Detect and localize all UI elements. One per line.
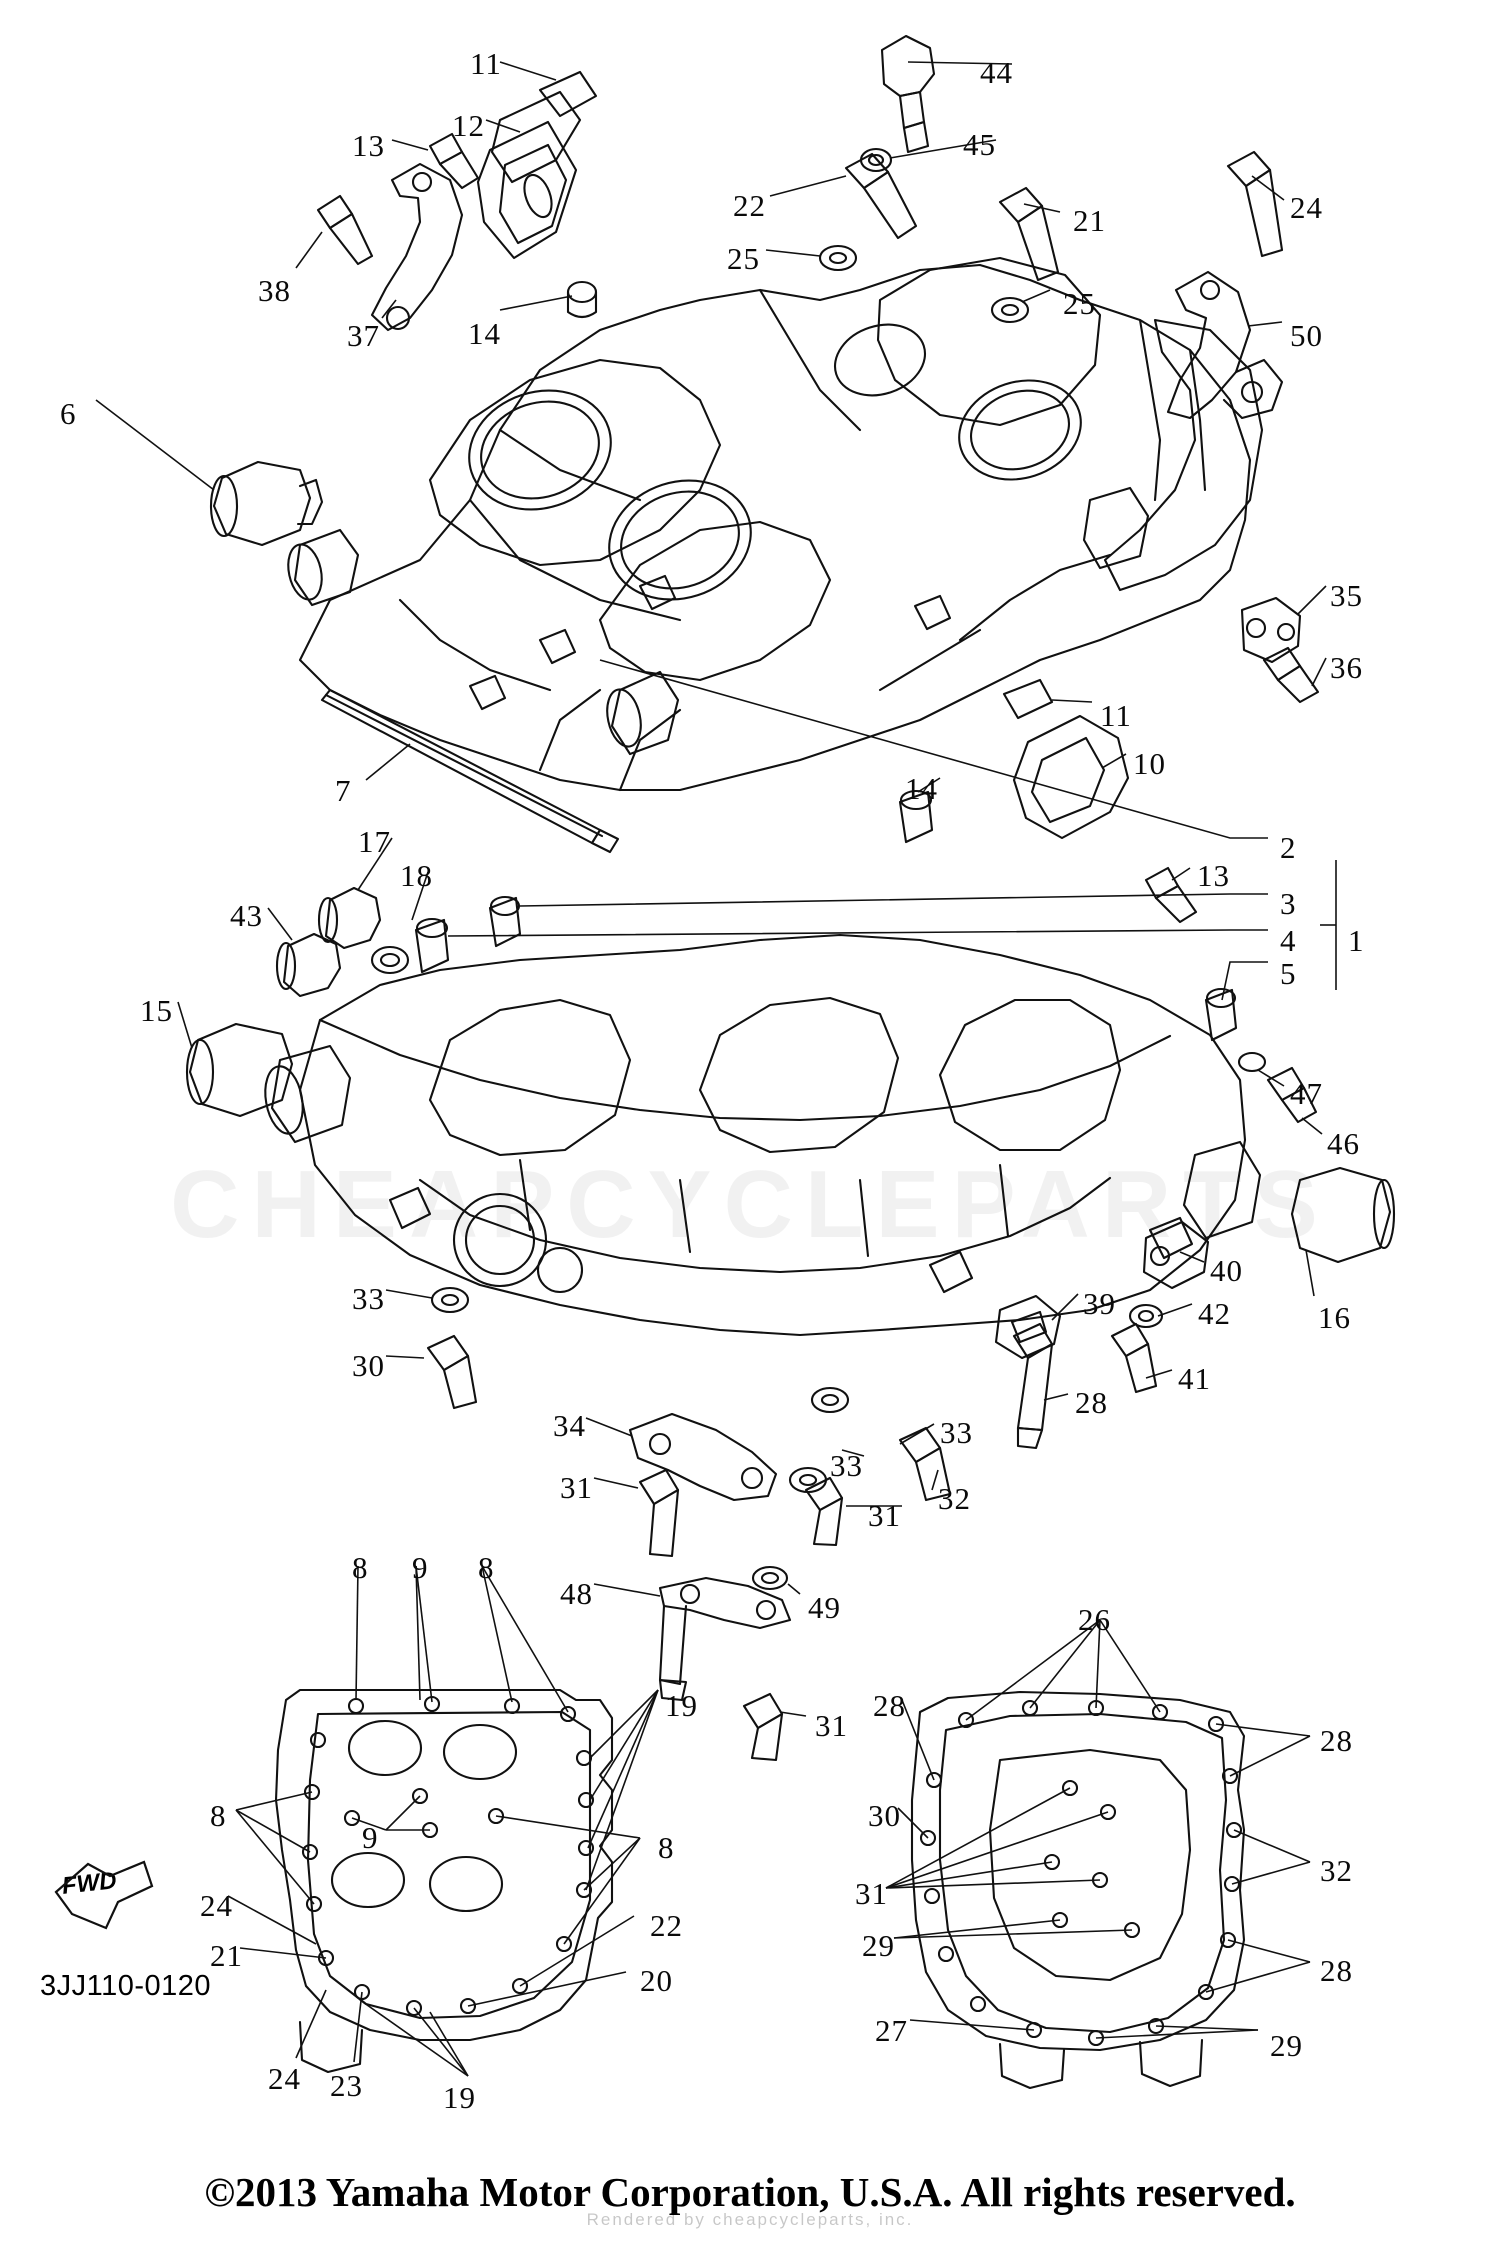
part-callout-4[interactable]: 4 [1280, 923, 1297, 958]
part-callout-2[interactable]: 2 [1280, 830, 1297, 865]
part-callout-30[interactable]: 30 [352, 1348, 385, 1383]
part-callout-37[interactable]: 37 [347, 318, 380, 353]
part-callout-25[interactable]: 25 [727, 241, 760, 276]
part-callout-39[interactable]: 39 [1083, 1286, 1116, 1321]
part-callout-22[interactable]: 22 [650, 1908, 683, 1943]
part-callout-28[interactable]: 28 [1075, 1385, 1108, 1420]
watermark-sub: Rendered by cheapcycleparts, inc. [586, 2210, 914, 2229]
part-callout-24[interactable]: 24 [1290, 190, 1323, 225]
part-callout-36[interactable]: 36 [1330, 650, 1363, 685]
part-callout-23[interactable]: 23 [330, 2068, 363, 2103]
part-callout-13[interactable]: 13 [1197, 858, 1230, 893]
part-callout-44[interactable]: 44 [980, 55, 1013, 90]
part-callout-30[interactable]: 30 [868, 1798, 901, 1833]
part-callout-11[interactable]: 11 [1100, 698, 1132, 733]
part-callout-28[interactable]: 28 [873, 1688, 906, 1723]
part-callout-12[interactable]: 12 [452, 108, 485, 143]
part-callout-41[interactable]: 41 [1178, 1361, 1211, 1396]
part-callout-27[interactable]: 27 [875, 2013, 908, 2048]
part-callout-19[interactable]: 19 [665, 1688, 698, 1723]
part-callout-14[interactable]: 14 [468, 316, 501, 351]
part-callout-48[interactable]: 48 [560, 1576, 593, 1611]
part-callout-26[interactable]: 26 [1078, 1602, 1111, 1637]
part-callout-50[interactable]: 50 [1290, 318, 1323, 353]
part-callout-3[interactable]: 3 [1280, 886, 1297, 921]
part-callout-31[interactable]: 31 [855, 1876, 888, 1911]
part-callout-28[interactable]: 28 [1320, 1953, 1353, 1988]
part-callout-31[interactable]: 31 [868, 1498, 901, 1533]
part-callout-34[interactable]: 34 [553, 1408, 586, 1443]
part-callout-24[interactable]: 24 [200, 1888, 233, 1923]
part-callout-40[interactable]: 40 [1210, 1253, 1243, 1288]
part-callout-28[interactable]: 28 [1320, 1723, 1353, 1758]
part-callout-18[interactable]: 18 [400, 858, 433, 893]
part-callout-20[interactable]: 20 [640, 1963, 673, 1998]
part-callout-17[interactable]: 17 [358, 824, 391, 859]
part-callout-8[interactable]: 8 [658, 1830, 675, 1865]
part-callout-21[interactable]: 21 [1073, 203, 1106, 238]
part-callout-14[interactable]: 14 [905, 771, 938, 806]
watermark-main: CHEAPCYCLEPARTS [170, 1151, 1330, 1258]
part-callout-16[interactable]: 16 [1318, 1300, 1351, 1335]
part-callout-8[interactable]: 8 [478, 1550, 495, 1585]
part-callout-25[interactable]: 25 [1063, 286, 1096, 321]
copyright-notice: ©2013 Yamaha Motor Corporation, U.S.A. All rights reserved. [204, 2169, 1296, 2215]
part-callout-9[interactable]: 9 [412, 1550, 429, 1585]
part-callout-22[interactable]: 22 [733, 188, 766, 223]
forward-arrow-icon [48, 1852, 158, 1942]
part-callout-21[interactable]: 21 [210, 1938, 243, 1973]
part-callout-29[interactable]: 29 [862, 1928, 895, 1963]
forward-direction-label: FWD [60, 1867, 118, 1900]
part-callout-8[interactable]: 8 [352, 1550, 369, 1585]
part-callout-1[interactable]: 1 [1348, 923, 1365, 958]
part-callout-32[interactable]: 32 [1320, 1853, 1353, 1888]
part-callout-24[interactable]: 24 [268, 2061, 301, 2096]
part-callout-11[interactable]: 11 [470, 46, 502, 81]
part-callout-33[interactable]: 33 [940, 1415, 973, 1450]
part-callout-7[interactable]: 7 [335, 773, 352, 808]
part-callout-10[interactable]: 10 [1133, 746, 1166, 781]
part-callout-45[interactable]: 45 [963, 127, 996, 162]
part-callout-6[interactable]: 6 [60, 396, 77, 431]
part-callout-33[interactable]: 33 [830, 1448, 863, 1483]
part-callout-19[interactable]: 19 [443, 2080, 476, 2115]
part-callout-38[interactable]: 38 [258, 273, 291, 308]
part-callout-33[interactable]: 33 [352, 1281, 385, 1316]
part-callout-9[interactable]: 9 [362, 1820, 379, 1855]
part-callout-49[interactable]: 49 [808, 1590, 841, 1625]
part-callout-31[interactable]: 31 [560, 1470, 593, 1505]
part-callout-13[interactable]: 13 [352, 128, 385, 163]
part-callout-8[interactable]: 8 [210, 1798, 227, 1833]
part-callout-31[interactable]: 31 [815, 1708, 848, 1743]
part-callout-15[interactable]: 15 [140, 993, 173, 1028]
part-callout-29[interactable]: 29 [1270, 2028, 1303, 2063]
part-callout-43[interactable]: 43 [230, 898, 263, 933]
part-callout-47[interactable]: 47 [1290, 1076, 1323, 1111]
part-callout-46[interactable]: 46 [1327, 1126, 1360, 1161]
part-callout-32[interactable]: 32 [938, 1481, 971, 1516]
part-callout-35[interactable]: 35 [1330, 578, 1363, 613]
part-callout-42[interactable]: 42 [1198, 1296, 1231, 1331]
part-callout-5[interactable]: 5 [1280, 956, 1297, 991]
diagram-part-number: 3JJ110-0120 [40, 1970, 212, 2002]
